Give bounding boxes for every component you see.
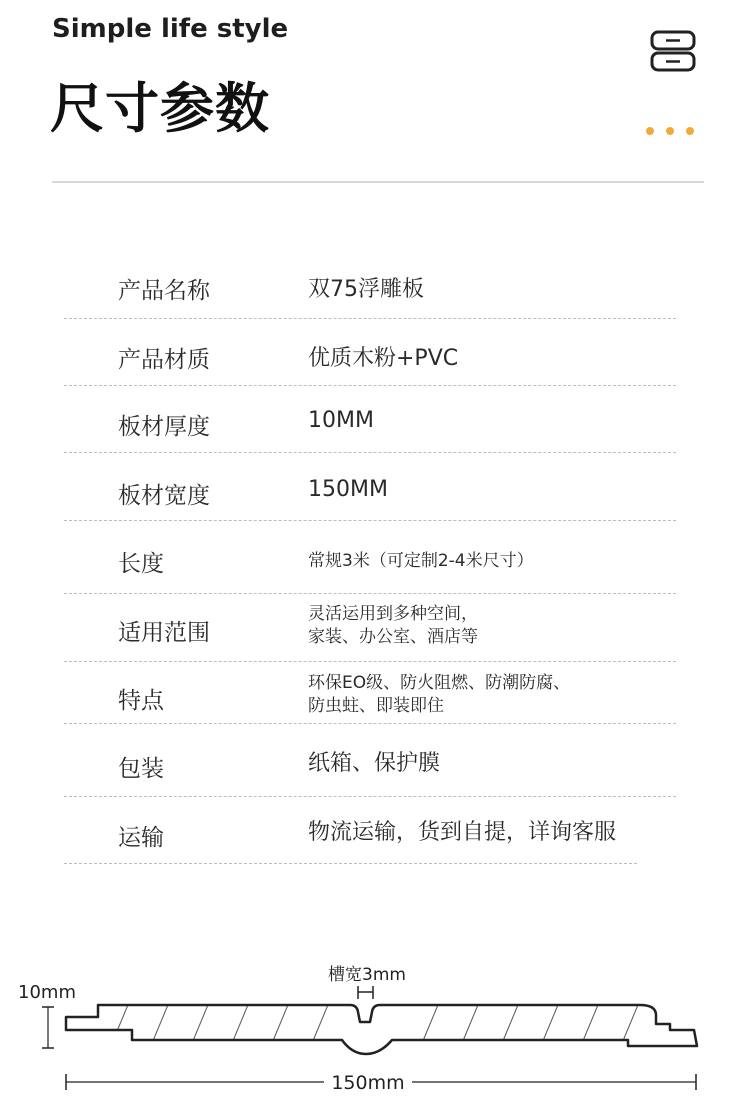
thickness-marker [42, 1007, 54, 1048]
spec-label: 运输 [118, 825, 164, 851]
spec-row-material [64, 319, 676, 386]
spec-value: 常规3米（可定制2-4米尺寸） [308, 551, 534, 571]
spec-row-features [64, 662, 676, 724]
header-divider [52, 181, 704, 183]
board-profile [66, 1005, 697, 1054]
spec-value: 150MM [308, 477, 388, 502]
spec-value-line2: 家装、办公室、酒店等 [308, 627, 478, 647]
tagline: Simple life style [52, 14, 289, 44]
width-label: 150mm [331, 1072, 405, 1094]
spec-value: 灵活运用到多种空间， [308, 604, 478, 624]
spec-value: 10MM [308, 408, 374, 433]
spec-value-line2: 防虫蛀、即装即住 [308, 696, 444, 716]
spec-label: 板材厚度 [118, 414, 210, 440]
spec-label: 板材宽度 [118, 483, 210, 509]
spec-row-packaging [64, 724, 676, 797]
groove-marker [358, 986, 373, 999]
spec-row-shipping [64, 797, 637, 864]
spec-value: 物流运输，货到自提，详询客服 [308, 820, 617, 845]
spec-row-width [64, 453, 676, 521]
spec-row-length [64, 521, 676, 594]
spec-value: 纸箱、保护膜 [308, 751, 441, 776]
spec-value: 环保EO级、防火阻燃、防潮防腐、 [308, 673, 571, 693]
spec-label: 包装 [118, 756, 164, 782]
more-dots-icon [645, 126, 695, 136]
spec-label: 特点 [118, 688, 164, 714]
row-divider [64, 863, 637, 864]
spec-row-thickness [64, 386, 676, 453]
groove-width-label: 槽宽3mm [328, 965, 406, 985]
cross-section-diagram [0, 950, 750, 1100]
spec-label: 适用范围 [118, 620, 210, 646]
thickness-label: 10mm [18, 982, 76, 1003]
menu-icon[interactable] [650, 30, 696, 72]
spec-label: 产品材质 [118, 347, 210, 373]
spec-label: 长度 [118, 551, 164, 577]
spec-label: 产品名称 [118, 278, 210, 304]
page-title: 尺寸参数 [50, 77, 270, 140]
spec-row-scope [64, 594, 676, 662]
spec-value: 优质木粉+PVC [308, 346, 459, 371]
spec-value: 双75浮雕板 [308, 277, 424, 302]
spec-row-name [64, 252, 676, 319]
